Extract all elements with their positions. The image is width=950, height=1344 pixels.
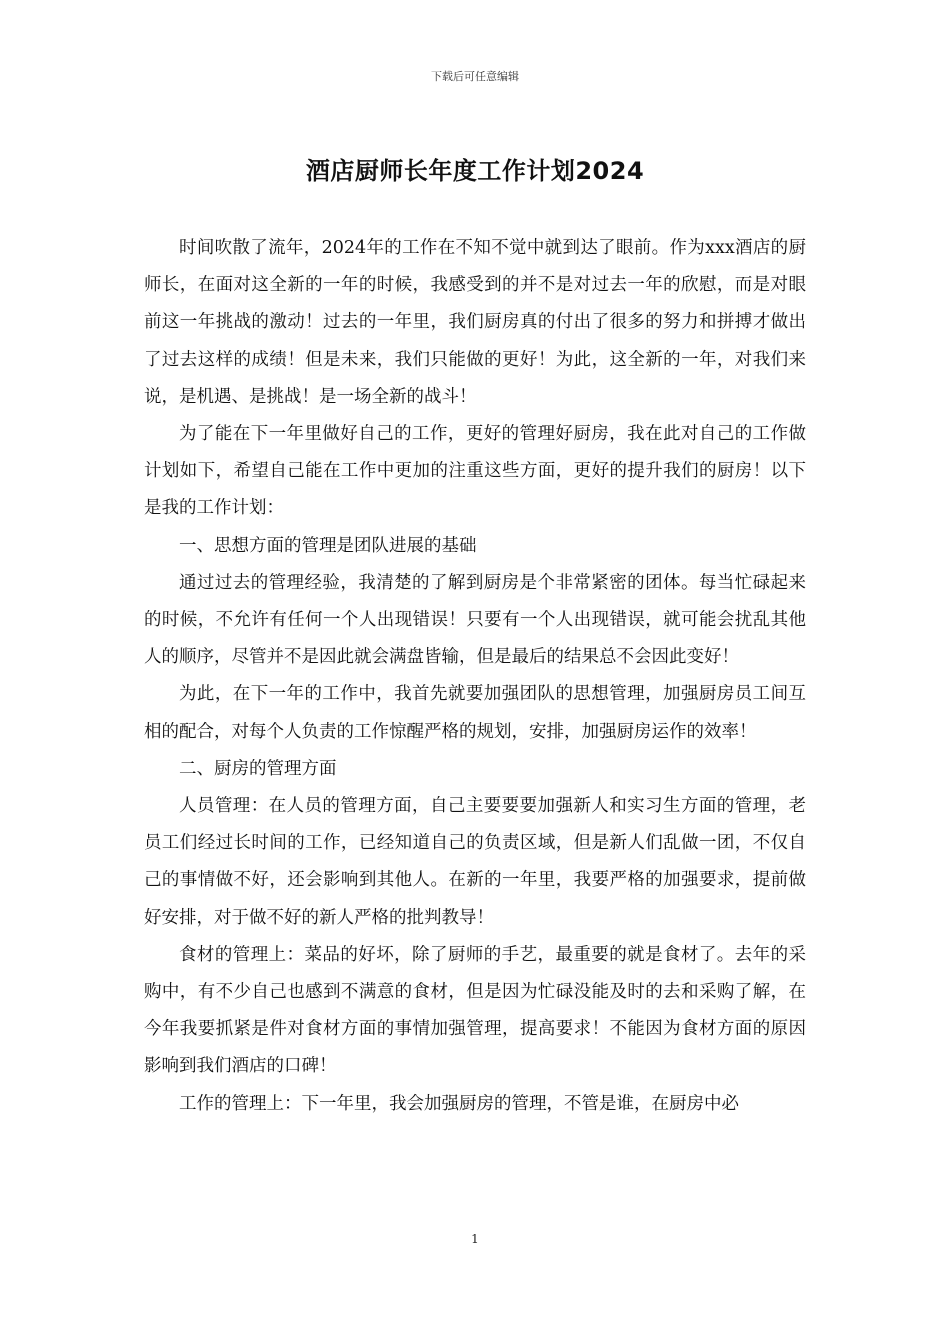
paragraph-staff-management: 人员管理：在人员的管理方面，自己主要要要加强新人和实习生方面的管理，老员工们经过长时间的工作，已经知道自己的负责区域，但是新人们乱做一团，不仅自己的事情做不好，还会影响到其他人。在新的一年里，我要严格的加强要求，提前做好安排，对于做不好的新人严格的批判教导！ [144, 796, 806, 928]
page-header: 下载后可任意编辑 [431, 70, 519, 83]
document-title: 酒店厨师长年度工作计划2024 [305, 157, 645, 185]
paragraph-work-management: 工作的管理上：下一年里，我会加强厨房的管理，不管是谁，在厨房中必 [179, 1093, 739, 1114]
paragraph-thought-1: 通过过去的管理经验，我清楚的了解到厨房是个非常紧密的团体。每当忙碌起来的时候，不允许有任何一个人出现错误！只要有一个人出现错误，就可能会扰乱其他人的顺序，尽管并不是因此就会满盘皆输，但是最后的结果总不会因此变好！ [144, 572, 806, 668]
section-heading-1: 一、思想方面的管理是团队进展的基础 [179, 535, 477, 556]
paragraph-thought-2: 为此，在下一年的工作中，我首先就要加强团队的思想管理，加强厨房员工间互相的配合，对每个人负责的工作惊醒严格的规划，安排，加强厨房运作的效率！ [144, 684, 806, 742]
section-heading-2: 二、厨房的管理方面 [179, 758, 337, 779]
paragraph-plan-intro: 为了能在下一年里做好自己的工作，更好的管理好厨房，我在此对自己的工作做计划如下，希望自己能在工作中更加的注重这些方面，更好的提升我们的厨房！以下是我的工作计划： [144, 424, 806, 519]
paragraph-intro: 时间吹散了流年，2024年的工作在不知不觉中就到达了眼前。作为xxx酒店的厨师长，在面对这全新的一年的时候，我感受到的并不是对过去一年的欣慰，而是对眼前这一年挑战的激动！过去的一年里，我们厨房真的付出了很多的努力和拼搏才做出了过去这样的成绩！但是未来，我们只能做的更好！为此，这全新的一年，对我们来说，是机遇、是挑战！是一场全新的战斗！ [144, 238, 806, 407]
paragraph-ingredient-management: 食材的管理上：菜品的好坏，除了厨师的手艺，最重要的就是食材了。去年的采购中，有不少自己也感到不满意的食材，但是因为忙碌没能及时的去和采购了解，在今年我要抓紧是件对食材方面的事情加强管理，提高要求！不能因为食材方面的原因影响到我们酒店的口碑！ [144, 944, 806, 1077]
page-number: 1 [471, 1232, 479, 1246]
document-body [144, 230, 806, 1123]
